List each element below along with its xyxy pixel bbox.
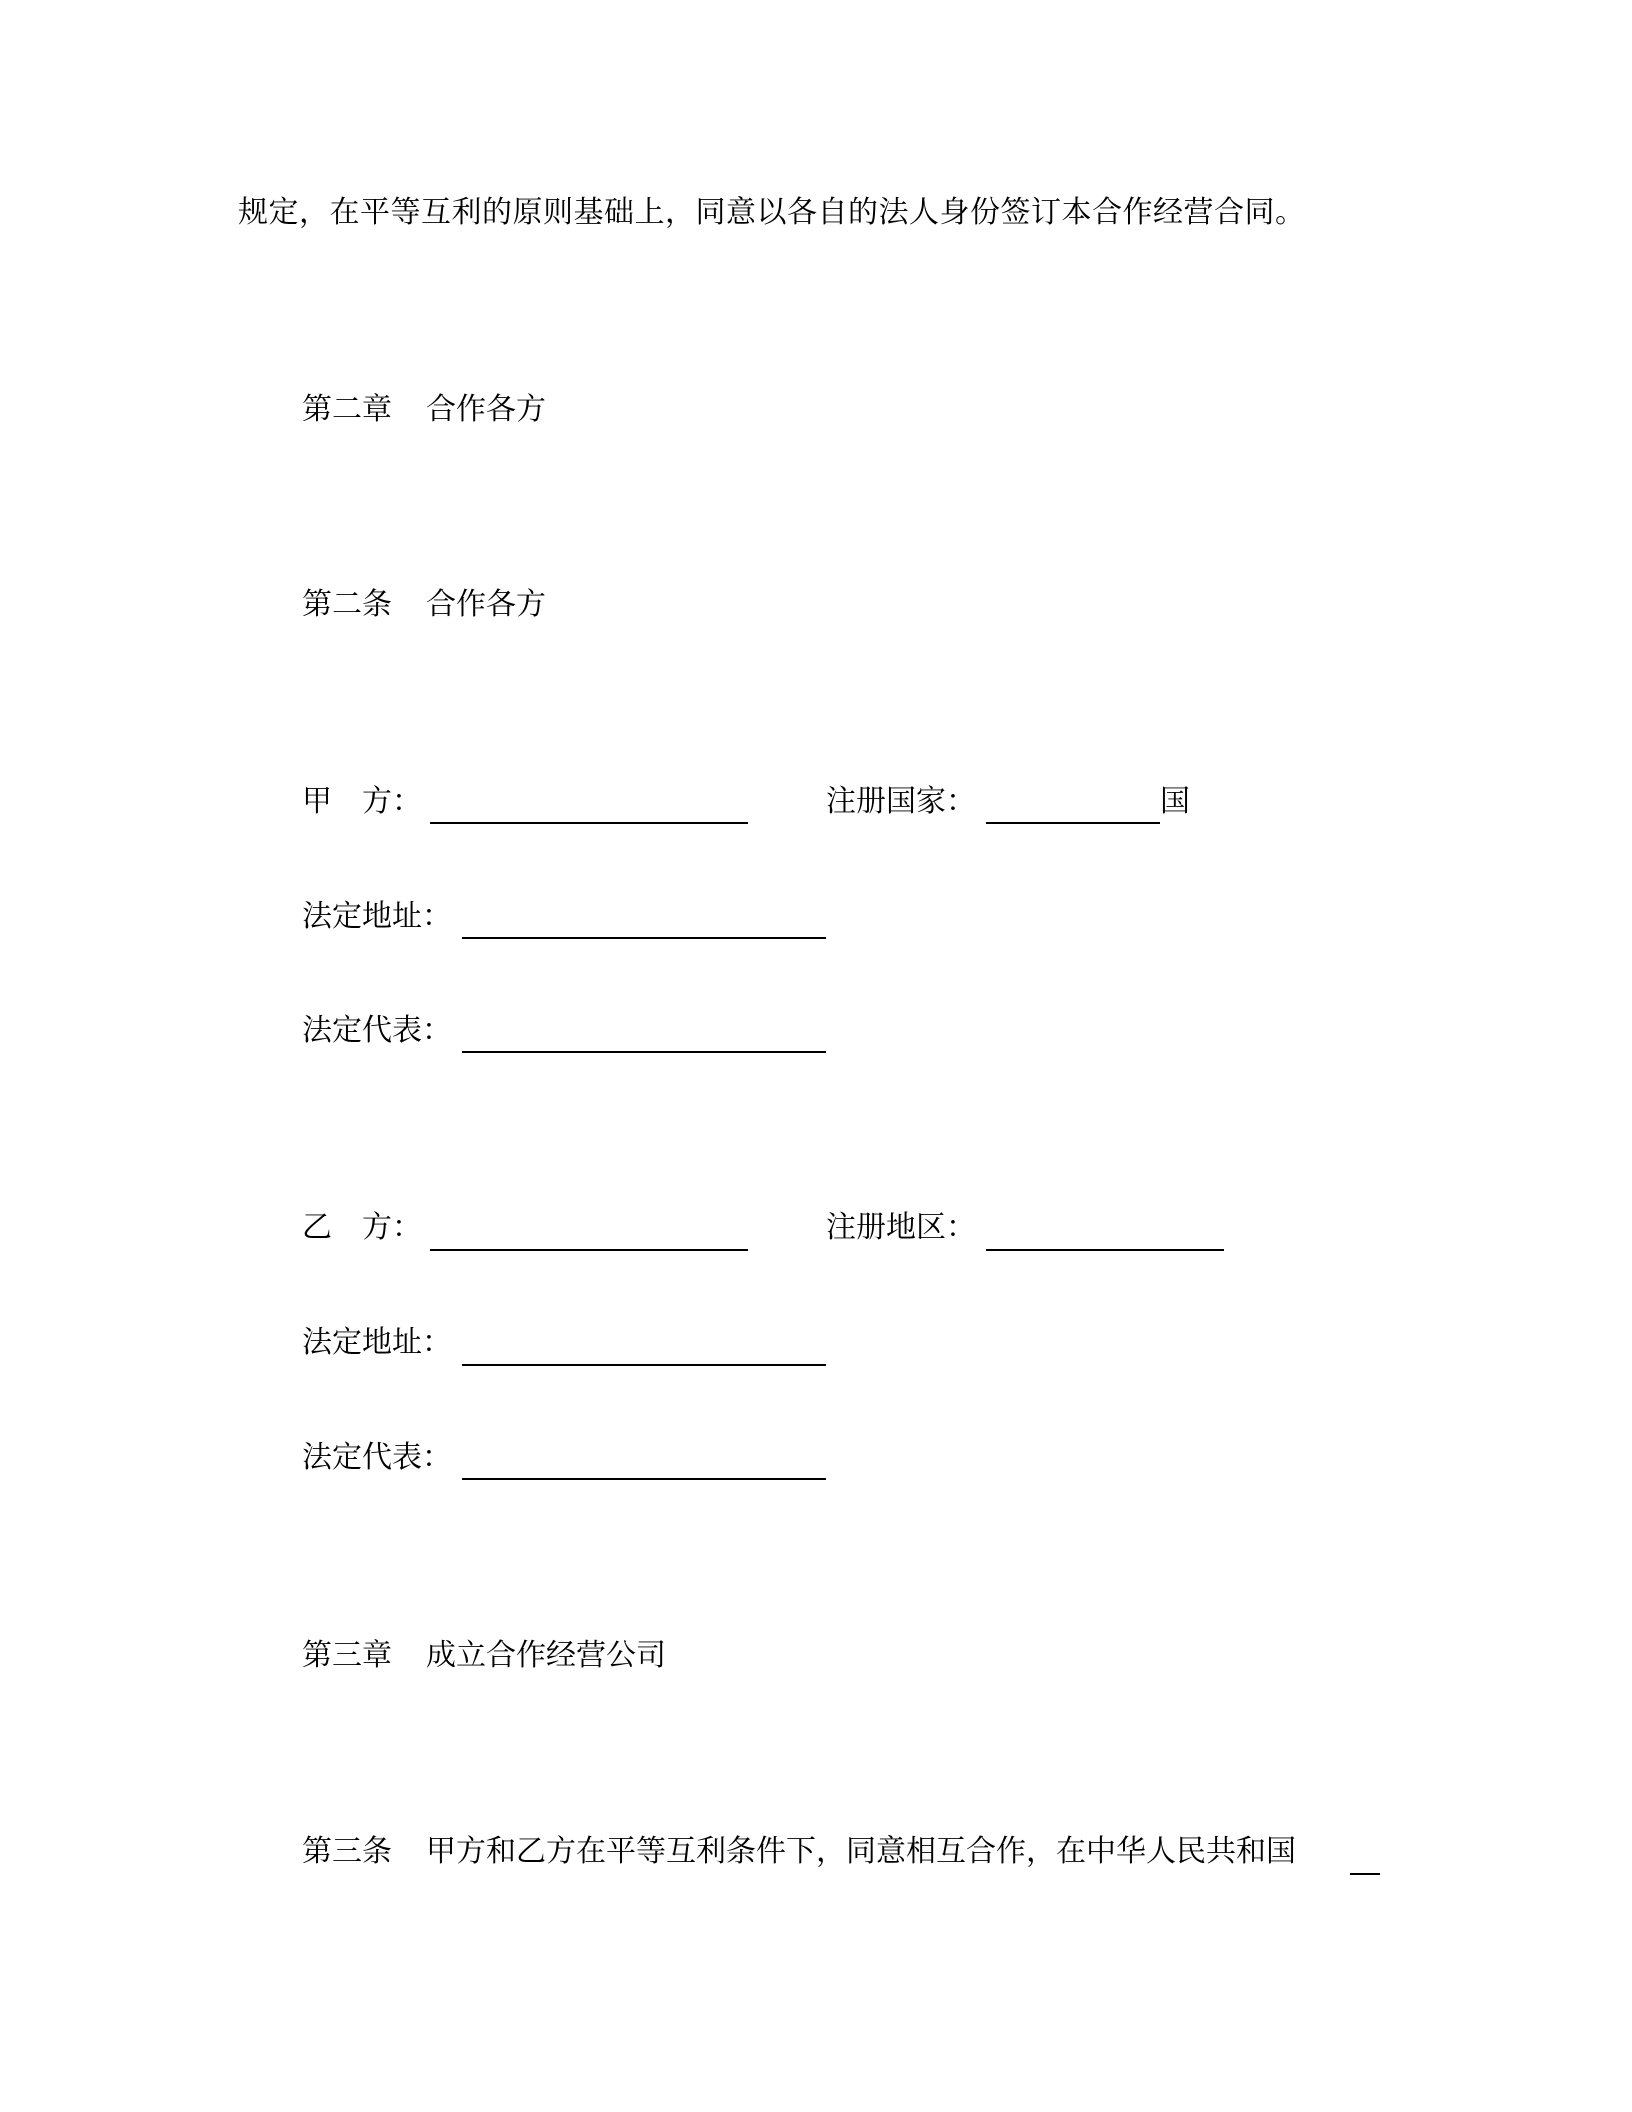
chapter-title: 成立合作经营公司: [426, 1638, 666, 1673]
chapter-number: 第二章: [302, 392, 392, 427]
party-a-label: 甲 方：: [302, 784, 422, 819]
article-three-blank[interactable]: [1350, 1873, 1380, 1875]
party-b-reg-region-label: 注册地区：: [826, 1210, 976, 1245]
chapter-number: 第三章: [302, 1638, 392, 1673]
article-text: 甲方和乙方在平等互利条件下，同意相互合作，在中华人民共和国: [426, 1834, 1296, 1869]
party-b-address-label: 法定地址：: [302, 1325, 452, 1360]
chapter-title: 合作各方: [426, 392, 546, 427]
party-a-blank[interactable]: [430, 822, 748, 824]
party-a-representative-label: 法定代表：: [302, 1013, 452, 1048]
party-b-reg-region-blank[interactable]: [986, 1249, 1224, 1251]
intro-paragraph-line: 规定，在平等互利的原则基础上，同意以各自的法人身份签订本合作经营合同。: [238, 195, 1306, 230]
party-a-address-blank[interactable]: [462, 937, 826, 939]
party-a-reg-country-blank[interactable]: [986, 822, 1160, 824]
article-two-heading: [302, 585, 546, 625]
party-a-reg-country-suffix: 国: [1160, 784, 1190, 819]
party-a-reg-country-label: 注册国家：: [826, 784, 976, 819]
chapter-three-heading: [302, 1636, 666, 1676]
party-b-label: 乙 方：: [302, 1210, 422, 1245]
article-title: 合作各方: [426, 587, 546, 622]
party-b-representative-label: 法定代表：: [302, 1440, 452, 1475]
party-b-representative-blank[interactable]: [462, 1478, 826, 1480]
party-a-address-label: 法定地址：: [302, 899, 452, 934]
chapter-two-heading: [302, 390, 546, 430]
party-a-representative-blank[interactable]: [462, 1051, 826, 1053]
party-b-blank[interactable]: [430, 1249, 748, 1251]
article-number: 第三条: [302, 1834, 392, 1869]
party-b-address-blank[interactable]: [462, 1364, 826, 1366]
article-three-paragraph: [302, 1832, 1296, 1872]
article-number: 第二条: [302, 587, 392, 622]
